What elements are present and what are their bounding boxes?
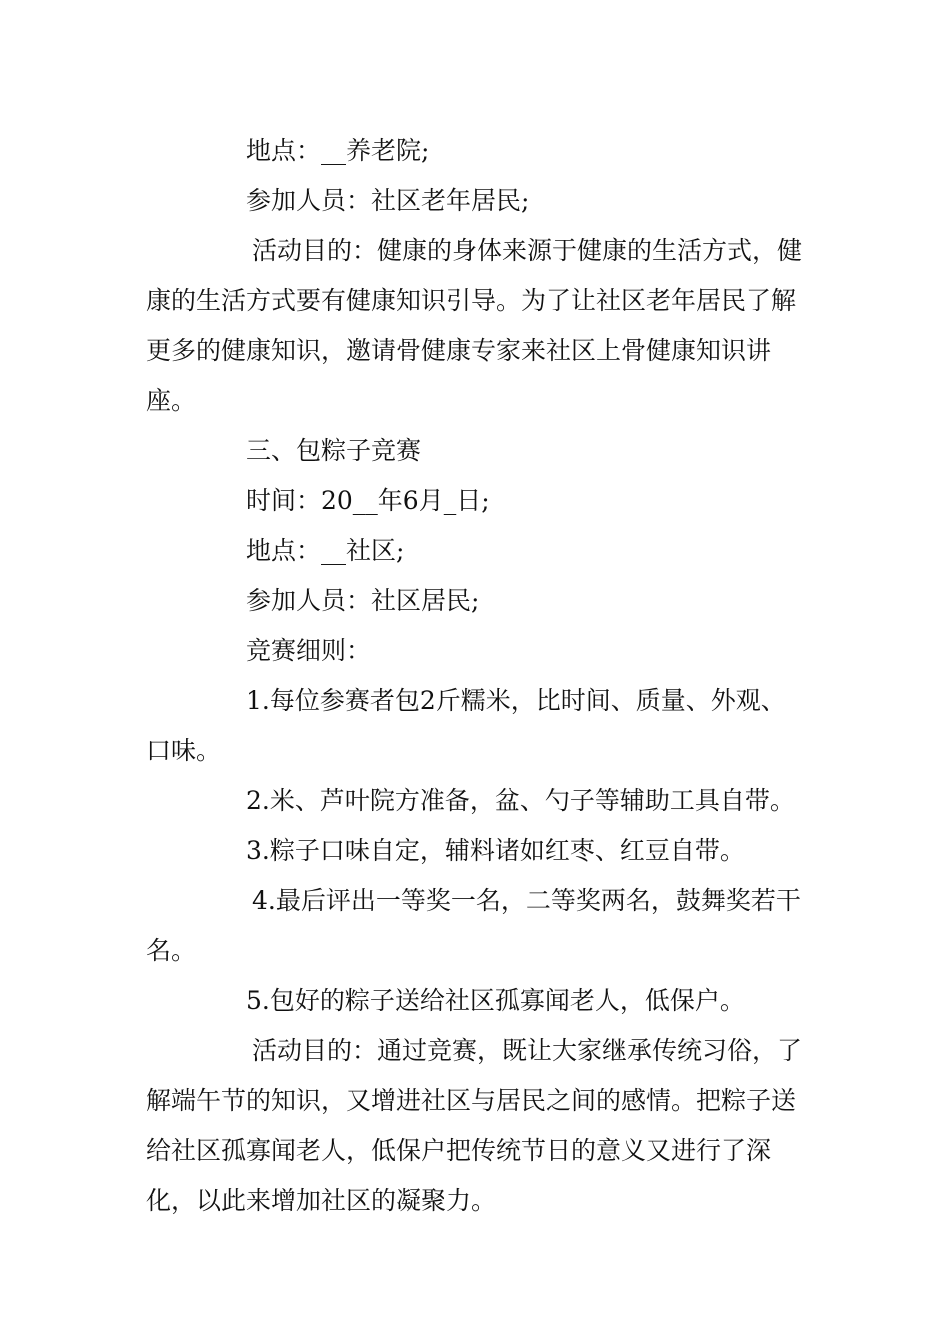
rule-item: 3.粽子口味自定，辅料诸如红枣、红豆自带。 bbox=[246, 836, 745, 865]
rule-item: 2.米、芦叶院方准备，盆、勺子等辅助工具自带。 bbox=[246, 786, 795, 815]
participants-line: 参加人员：社区老年居民; bbox=[246, 186, 530, 215]
time-line: 时间：20__年6月_日; bbox=[246, 486, 490, 515]
rules-heading: 竞赛细则： bbox=[246, 636, 372, 665]
section-heading: 三、包粽子竞赛 bbox=[246, 436, 422, 465]
rule-item: 4.最后评出一等奖一名，二等奖两名，鼓舞奖若干名。 bbox=[146, 886, 801, 965]
activity-purpose-paragraph: 活动目的：健康的身体来源于健康的生活方式，健康的生活方式要有健康知识引导。为了让社区老年居民了解更多的健康知识，邀请骨健康专家来社区上骨健康知识讲座。 bbox=[146, 236, 803, 415]
location-line: 地点：__社区; bbox=[246, 536, 405, 565]
document-body bbox=[146, 126, 810, 1226]
participants-line: 参加人员：社区居民; bbox=[246, 586, 480, 615]
location-line: 地点：__养老院; bbox=[246, 136, 430, 165]
rule-item: 1.每位参赛者包2斤糯米，比时间、质量、外观、口味。 bbox=[146, 686, 786, 765]
activity-purpose-paragraph: 活动目的：通过竞赛，既让大家继承传统习俗，了解端午节的知识，又增进社区与居民之间的感情。把粽子送给社区孤寡闻老人，低保户把传统节日的意义又进行了深化，以此来增加社区的凝聚力。 bbox=[146, 1036, 803, 1215]
rule-item: 5.包好的粽子送给社区孤寡闻老人，低保户。 bbox=[246, 986, 745, 1015]
